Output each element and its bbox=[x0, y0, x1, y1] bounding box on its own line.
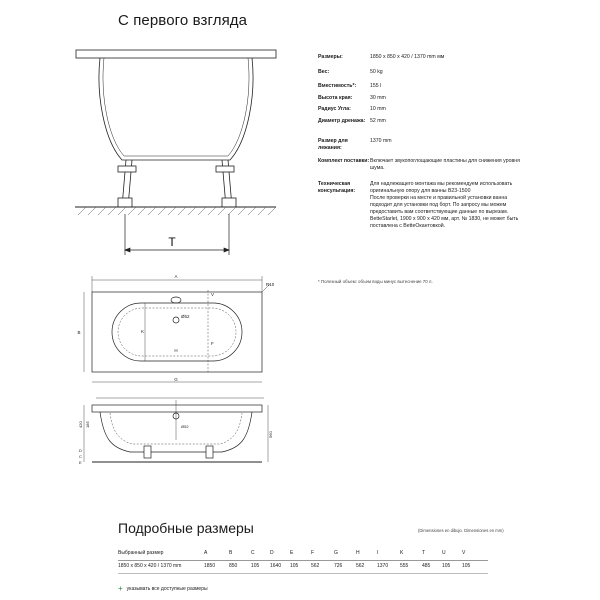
show-all-sizes-link[interactable] bbox=[118, 585, 208, 593]
side-dim-4: C bbox=[79, 454, 82, 459]
val-t: 485 bbox=[422, 563, 431, 569]
show-all-sizes-label: указывать все доступные размеры bbox=[126, 586, 208, 592]
front-view bbox=[75, 50, 276, 207]
footnote: * Полезный объем: объем воды минус вытеснение 70 л. bbox=[318, 279, 433, 284]
spec-drain-diameter bbox=[318, 118, 520, 125]
spec-label: Диаметр дренажа: bbox=[318, 118, 366, 124]
tub-rim bbox=[76, 50, 276, 58]
tub-body bbox=[99, 58, 253, 160]
spec-value: 10 mm bbox=[370, 106, 386, 112]
val-c: 105 bbox=[251, 563, 260, 569]
col-e: E bbox=[290, 550, 294, 556]
spec-corner-radius bbox=[318, 106, 520, 113]
dim-label-b: B bbox=[77, 330, 81, 335]
val-v: 105 bbox=[462, 563, 471, 569]
spec-rim-height bbox=[318, 95, 520, 102]
val-a: 1850 bbox=[204, 563, 216, 569]
dim-label-h: H bbox=[174, 348, 178, 353]
spec-capacity bbox=[318, 83, 520, 90]
val-h: 562 bbox=[356, 563, 365, 569]
side-view bbox=[84, 398, 268, 462]
spec-technical-advice bbox=[318, 181, 520, 230]
dimensions-title: Подробные размеры bbox=[118, 520, 254, 536]
spec-label: Радиус Угла: bbox=[318, 106, 351, 112]
spec-lying-size bbox=[318, 138, 520, 152]
spec-label: Высота края: bbox=[318, 95, 353, 101]
floor-hatch bbox=[78, 207, 276, 215]
dimensions-note: (Dimensiones en dibujo. Dimensiones en mm) bbox=[418, 528, 504, 533]
table-divider bbox=[118, 573, 488, 574]
spec-value: 1850 x 850 x 420 / 1370 mm мм bbox=[370, 54, 445, 60]
col-d: D bbox=[270, 550, 274, 556]
spec-label: Комплект поставки: bbox=[318, 158, 370, 164]
val-k: 555 bbox=[400, 563, 409, 569]
val-i: 1370 bbox=[377, 563, 389, 569]
col-a: A bbox=[204, 550, 208, 556]
spec-value: 52 mm bbox=[370, 118, 386, 124]
spec-label: Техническая консультация: bbox=[318, 181, 356, 194]
col-i: I bbox=[377, 550, 379, 556]
spec-weight bbox=[318, 69, 520, 76]
col-b: B bbox=[229, 550, 233, 556]
col-v: V bbox=[462, 550, 466, 556]
dim-label-g: G bbox=[174, 377, 178, 382]
t-dimension bbox=[125, 214, 229, 255]
side-dim-3: D bbox=[79, 448, 82, 453]
table-divider bbox=[118, 560, 488, 561]
spec-label: Размер для лежания: bbox=[318, 138, 348, 151]
spec-label: Размеры: bbox=[318, 54, 343, 60]
val-b: 850 bbox=[229, 563, 238, 569]
val-e: 105 bbox=[290, 563, 299, 569]
spec-value: 50 kg bbox=[370, 69, 383, 75]
col-c: C bbox=[251, 550, 255, 556]
spec-value: 30 mm bbox=[370, 95, 386, 101]
side-dim-5: E bbox=[79, 460, 82, 465]
val-f: 562 bbox=[311, 563, 320, 569]
col-u: U bbox=[442, 550, 446, 556]
spec-delivery bbox=[318, 158, 520, 172]
dim-label-k: K bbox=[141, 329, 145, 334]
col-g: G bbox=[334, 550, 338, 556]
spec-value: 155 l bbox=[370, 83, 382, 89]
dim-label-dia-top: Ø52 bbox=[181, 314, 190, 319]
dim-label-r: R10 bbox=[266, 282, 275, 287]
side-dim-2: 185 bbox=[85, 421, 90, 428]
t-label: T bbox=[168, 235, 176, 249]
spec-value: Включает звукопоглощающие пластины для снижения уровня шума. bbox=[370, 158, 520, 171]
col-h: H bbox=[356, 550, 360, 556]
spec-dimensions bbox=[318, 54, 520, 61]
plus-icon: + bbox=[118, 584, 123, 593]
val-g: 726 bbox=[334, 563, 343, 569]
side-dim-1: 420 bbox=[78, 421, 83, 428]
spec-value: Для надлежащего монтажа мы рекомендуем использовать оригинальную опору для ванны B23-1500 После проверки на месте и правильной установки ванна подходит для установки под борт. По запросу мы можем предоставить вам соответствующие данные по вырезам. BetteStarlet, 1900 x 900 x 420 мм, арт. № 1830, не может быть поставлена с BetteОкантовкой. bbox=[370, 181, 519, 229]
dim-label-a: A bbox=[174, 274, 178, 279]
page-title: С первого взгляда bbox=[118, 12, 248, 29]
val-u: 105 bbox=[442, 563, 451, 569]
table-row-label: 1850 x 850 x 420 / 1370 mm bbox=[118, 563, 182, 569]
dim-label-dia-side: Ø52 bbox=[181, 424, 189, 429]
val-d: 1640 bbox=[270, 563, 282, 569]
dim-label-height: 560 bbox=[268, 431, 273, 438]
col-k: K bbox=[400, 550, 404, 556]
dim-label-v: V bbox=[211, 292, 215, 297]
col-f: F bbox=[311, 550, 315, 556]
spec-value: 1370 mm bbox=[370, 138, 392, 144]
spec-label: Вместимость*: bbox=[318, 83, 357, 89]
col-t: T bbox=[422, 550, 426, 556]
table-header-label: Выбранный размер bbox=[118, 550, 164, 556]
dim-label-f: F bbox=[211, 341, 214, 346]
spec-label: Вес: bbox=[318, 69, 330, 75]
top-view bbox=[84, 276, 270, 382]
